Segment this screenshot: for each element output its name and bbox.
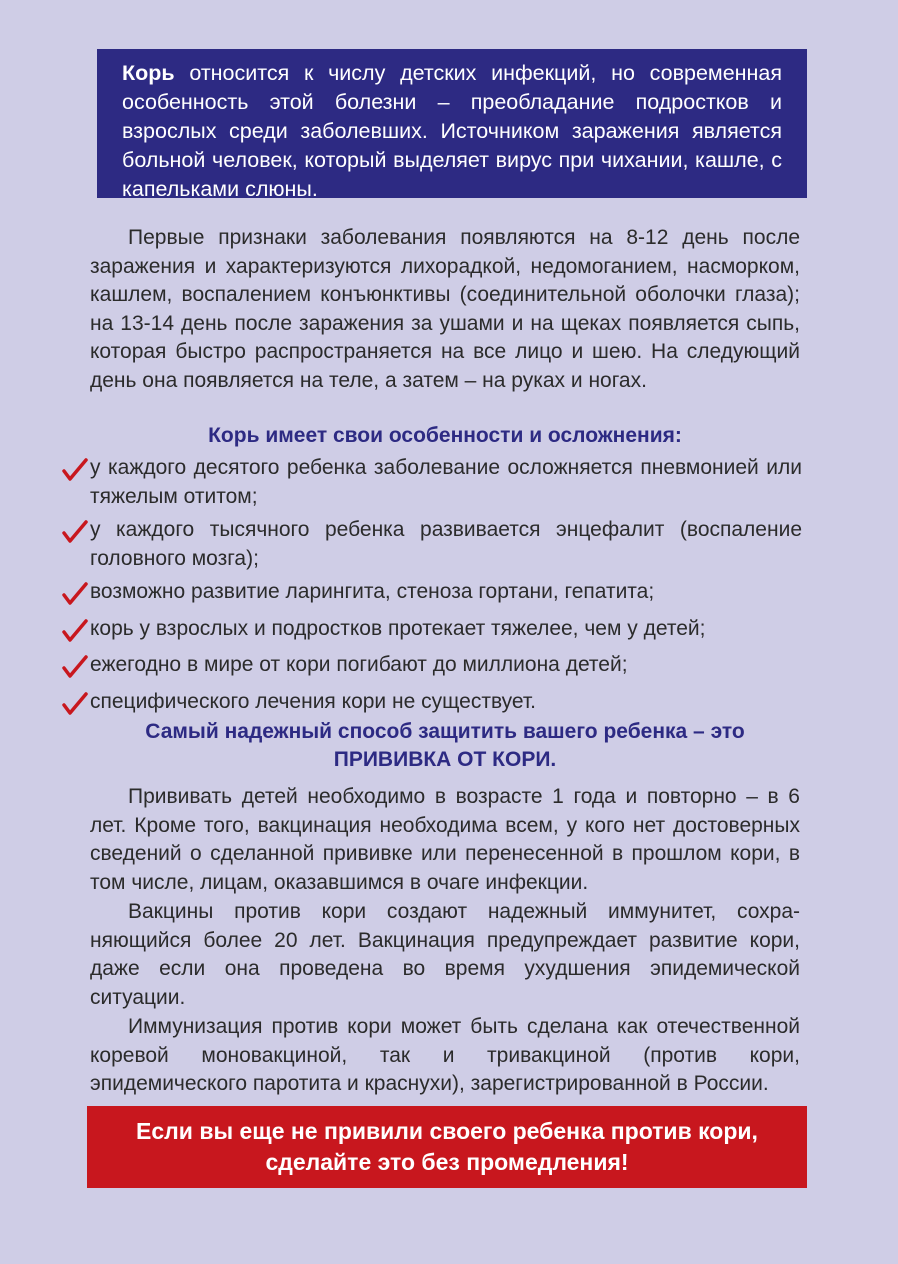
intro-lead-word: Корь xyxy=(122,61,175,85)
list-item-text: ежегодно в мире от кори погибают до миллиона детей; xyxy=(90,653,628,676)
intro-box xyxy=(97,49,807,201)
checkmark-icon xyxy=(62,618,88,644)
list-item xyxy=(62,578,802,607)
complications-heading: Корь имеет свои особенности и осложнения: xyxy=(208,424,682,447)
intro-text: относится к числу детских инфекций, но современная особенность этой болезни – преобладание подростков и взрослых среди заболевших. Источником заражения является больной человек, который выделяет вирус при чихании, кашле, с капельками слюны. xyxy=(122,61,782,201)
list-item xyxy=(62,688,802,717)
protection-heading xyxy=(90,718,800,774)
vaccine-types-paragraph: Иммунизация против кори может быть сделана как отечественной коревой моновакциной, так и тривакциной (против кори, эпидемического паротита и краснухи), зарегистрированной в России. xyxy=(90,1015,800,1095)
cta-line2: сделайте это без промедления! xyxy=(265,1149,629,1175)
list-item-text: корь у взрослых и подростков протекает тяжелее, чем у детей; xyxy=(90,616,706,640)
protection-heading-line1: Самый надежный способ защитить вашего ребенка – это xyxy=(145,720,745,743)
list-item-text: возможно развитие ларингита, стеноза гортани, гепатита; xyxy=(90,580,655,603)
list-item xyxy=(62,615,802,644)
checkmark-icon xyxy=(62,519,88,545)
symptoms-paragraph: Первые признаки заболевания появляются на 8-12 день после заражения и характеризуются лихорадкой, недомоганием, насморком, кашлем, воспалением конъюнктивы (соединительной оболочки глаза); на 13-14 день после заражения за ушами и на щеках появляется сыпь, которая быстро распространяется на все лицо и шею. На следующий день она появляется на теле, а затем – на руках и ногах. xyxy=(90,226,800,392)
vaccination-schedule-paragraph: Прививать детей необходимо в возрасте 1 года и повторно – в 6 лет. Кроме того, вакцинация необходима всем, у кого нет достоверных сведений о сделанной прививке или перенесенной в прошлом кори, в том числе, лицам, оказавшимся в очаге инфекции. xyxy=(90,785,800,894)
checkmark-icon xyxy=(62,581,88,607)
complications-list xyxy=(62,454,802,716)
list-item-text: у каждого десятого ребенка заболевание осложняется пневмонией или тяжелым отитом; xyxy=(90,456,802,508)
protection-heading-line2: ПРИВИВКА ОТ КОРИ. xyxy=(333,748,557,771)
cta-line1: Если вы еще не привили своего ребенка против кори, xyxy=(136,1118,758,1144)
list-item-text: у каждого тысячного ребенка развивается энцефалит (воспаление головного мозга); xyxy=(90,518,802,570)
list-item-text: специфического лечения кори не существует. xyxy=(90,689,537,713)
call-to-action-banner xyxy=(87,1106,807,1188)
checkmark-icon xyxy=(62,457,88,483)
list-item xyxy=(62,454,802,511)
list-item xyxy=(62,651,802,680)
vaccine-immunity-paragraph: Вакцины против кори создают надежный иммунитет, сохра-няющийся более 20 лет. Вакцинация предупреждает развитие кори, даже если она проведена во время ухудшения эпидемической ситуации. xyxy=(90,900,800,1009)
checkmark-icon xyxy=(62,691,88,717)
checkmark-icon xyxy=(62,654,88,680)
list-item xyxy=(62,516,802,573)
